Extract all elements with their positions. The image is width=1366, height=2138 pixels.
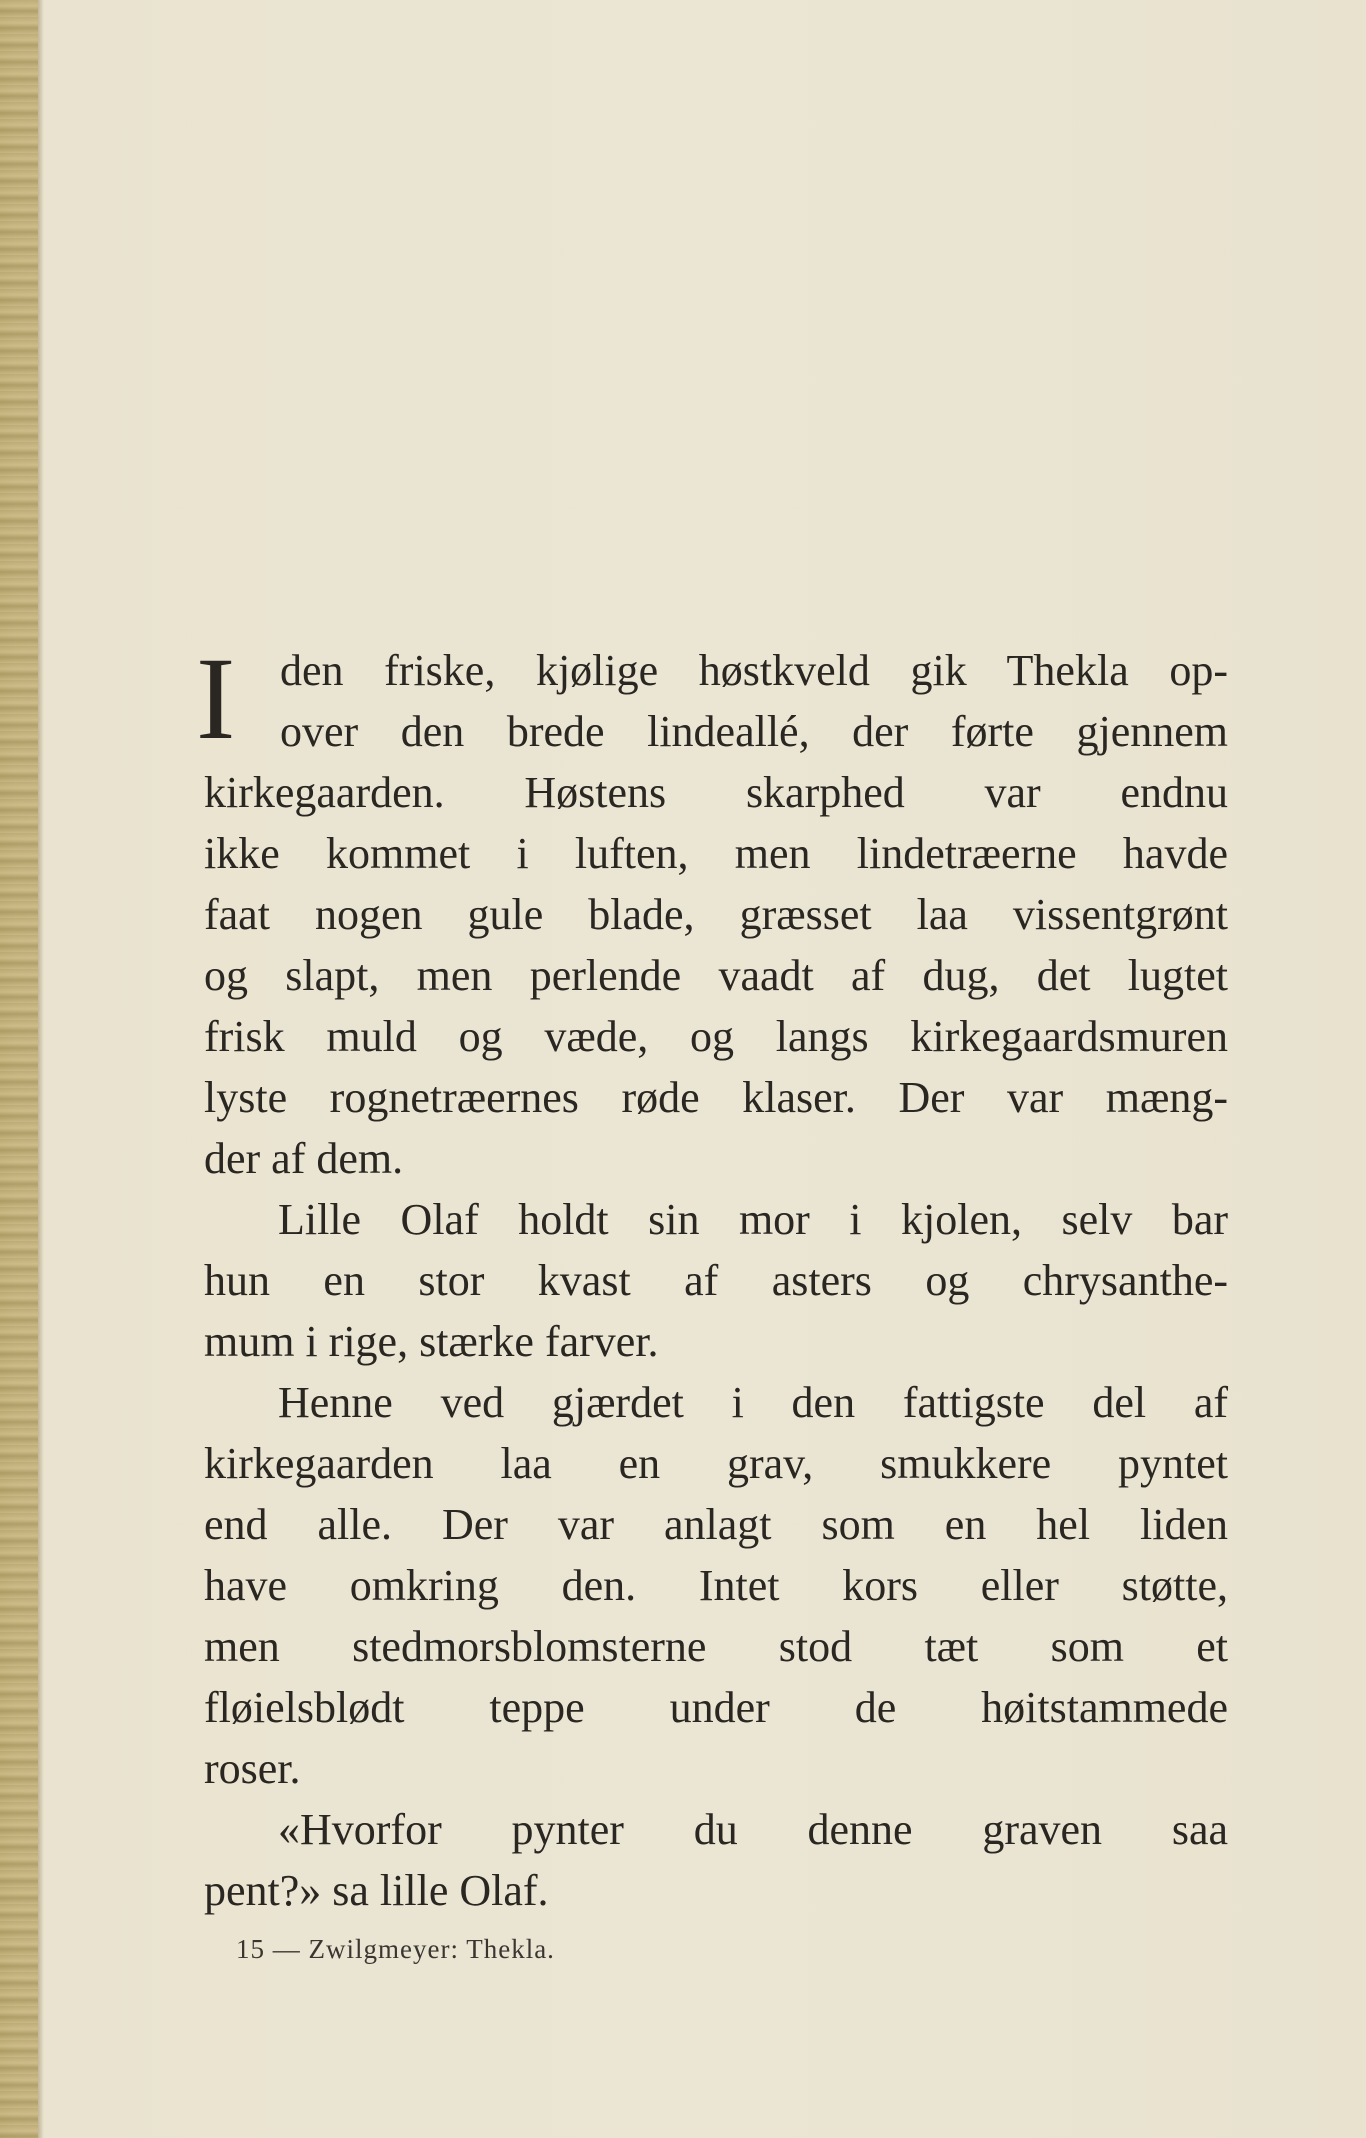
text-line: den friske, kjølige høstkveld gik Thekla op-: [280, 646, 1228, 695]
drop-cap: I: [196, 633, 236, 764]
paragraph-2: [204, 1189, 1228, 1372]
text-line: fløielsblødt teppe under de høitstammede: [204, 1683, 1228, 1732]
text-line: ikke kommet i luften, men lindetræerne havde: [204, 829, 1228, 878]
page-footer: 15 — Zwilgmeyer: Thekla.: [236, 1934, 555, 1964]
paragraph-3: [204, 1372, 1228, 1799]
text-line: og slapt, men perlende vaadt af dug, det lugtet: [204, 951, 1228, 1000]
body-text: [196, 633, 1228, 1921]
text-line: have omkring den. Intet kors eller støtte,: [204, 1561, 1228, 1610]
text-line: mum i rige, stærke farver.: [204, 1317, 659, 1366]
text-line: pent?» sa lille Olaf.: [204, 1866, 549, 1915]
text-line: lyste rognetræernes røde klaser. Der var mæng-: [204, 1073, 1228, 1122]
text-line: kirkegaarden laa en grav, smukkere pyntet: [204, 1439, 1228, 1488]
text-line: Henne ved gjærdet i den fattigste del af: [278, 1378, 1228, 1427]
text-line: Lille Olaf holdt sin mor i kjolen, selv bar: [278, 1195, 1228, 1244]
text-line: «Hvorfor pynter du denne graven saa: [278, 1805, 1228, 1854]
text-line: hun en stor kvast af asters og chrysanthe-: [204, 1256, 1228, 1305]
text-line: men stedmorsblomsterne stod tæt som et: [204, 1622, 1228, 1671]
paragraph-1: [196, 633, 1228, 1189]
text-line: faat nogen gule blade, græsset laa vissentgrønt: [204, 890, 1228, 939]
book-binding: [0, 0, 38, 2138]
text-line: kirkegaarden. Høstens skarphed var endnu: [204, 768, 1228, 817]
binding-shadow: [38, 0, 44, 2138]
text-line: der af dem.: [204, 1134, 404, 1183]
text-line: roser.: [204, 1744, 301, 1793]
text-line: over den brede lindeallé, der førte gjennem: [280, 707, 1228, 756]
text-line: end alle. Der var anlagt som en hel liden: [204, 1500, 1228, 1549]
text-line: frisk muld og væde, og langs kirkegaardsmuren: [204, 1012, 1228, 1061]
paragraph-4: [204, 1799, 1228, 1921]
